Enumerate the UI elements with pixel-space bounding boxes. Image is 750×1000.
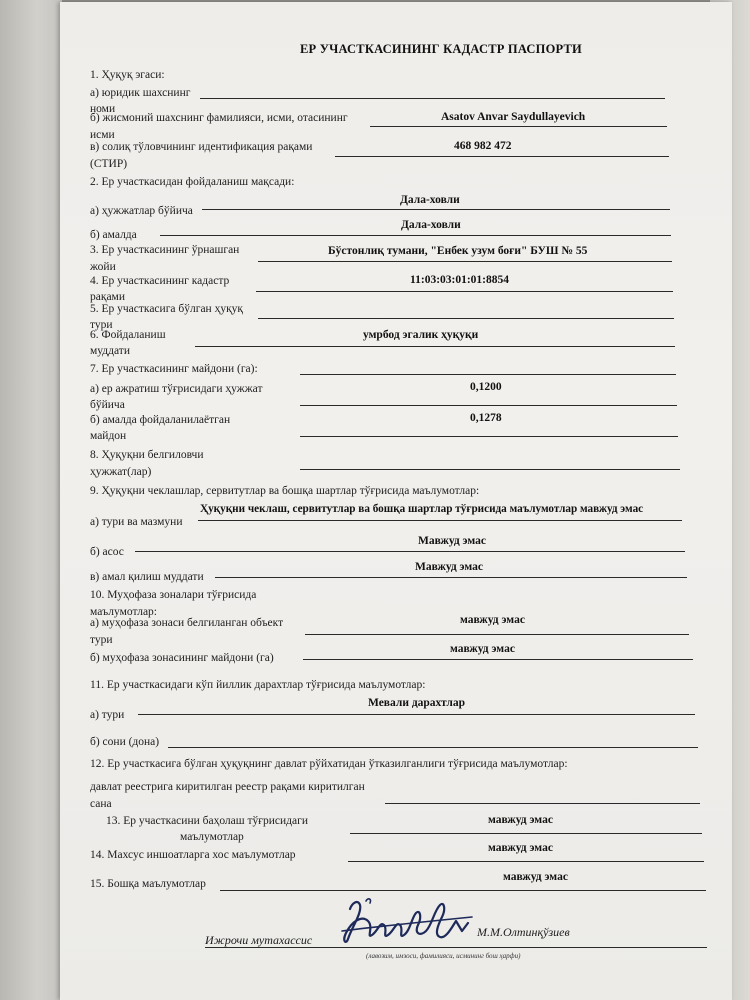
- section9-c-label: в) амал қилиш муддати: [90, 571, 204, 583]
- section5-label-2: тури: [90, 319, 113, 331]
- section10-b-line: [303, 659, 693, 660]
- section5-line: [258, 318, 674, 319]
- section7-a-label-1: а) ер ажратиш тўғрисидаги ҳужжат: [90, 383, 263, 395]
- section5-label-1: 5. Ер участкасига бўлган ҳуқуқ: [90, 303, 244, 315]
- section1-heading: 1. Ҳуқуқ эгаси:: [90, 69, 165, 81]
- section6-label-1: 6. Фойдаланиш: [90, 329, 166, 341]
- handwritten-signature: [322, 887, 482, 957]
- section10-heading-2: маълумотлар:: [90, 606, 157, 618]
- section13-line: [350, 833, 702, 834]
- other-info-value: мавжуд эмас: [503, 871, 568, 883]
- section12-line: [385, 803, 700, 804]
- section7-heading: 7. Ер участкасининг майдони (га):: [90, 363, 258, 375]
- section7-a-line: [300, 405, 677, 406]
- section12-heading: 12. Ер участкасига бўлган ҳуқуқнинг давлат рўйхатидан ўтказилганлиги тўғрисида маълумотлар:: [90, 758, 568, 770]
- cadastral-number-value: 11:03:03:01:01:8854: [410, 274, 510, 286]
- section4-label-2: рақами: [90, 291, 125, 303]
- section7-b-label-2: майдон: [90, 430, 127, 442]
- section1-b-label-2: исми: [90, 129, 115, 141]
- section3-label-2: жойи: [90, 261, 116, 273]
- restrictions-term-value: Мавжуд эмас: [415, 561, 484, 573]
- section11-a-label: а) тури: [90, 709, 125, 721]
- signer-name: М.М.Олтинқўзиев: [477, 925, 570, 939]
- section9-heading: 9. Ҳуқуқни чеклашлар, сервитутлар ва бошқа шартлар тўғрисида маълумотлар:: [90, 485, 480, 497]
- section6-line: [195, 346, 675, 347]
- section10-b-label: б) муҳофаза зонасининг майдони (га): [90, 652, 274, 664]
- section1-b-label-1: б) жисмоний шахснинг фамилияси, исми, отасининг: [90, 112, 348, 124]
- area-document-value: 0,1200: [470, 381, 502, 393]
- section10-a-label-2: тури: [90, 634, 113, 646]
- section1-a-label-2: номи: [90, 103, 116, 115]
- usage-term-value: умрбод эгалик ҳуқуқи: [363, 329, 479, 341]
- section1-c-label-1: в) солиқ тўловчининг идентификация рақами: [90, 141, 313, 153]
- section2-b-line: [160, 235, 671, 236]
- section2-b-label: б) амалда: [90, 229, 137, 241]
- section10-a-label-1: а) муҳофаза зонаси белгиланган объект: [90, 617, 284, 629]
- protection-area-value: мавжуд эмас: [450, 643, 515, 655]
- section1-b-line: [370, 126, 667, 127]
- section2-a-label: а) ҳужжатлар бўйича: [90, 205, 193, 217]
- section4-line: [256, 291, 673, 292]
- section9-c-line: [215, 577, 687, 578]
- section8-label-2: ҳужжат(лар): [90, 466, 152, 478]
- section12-label-2: сана: [90, 798, 112, 810]
- section3-line: [258, 261, 672, 262]
- document-title: ЕР УЧАСТКАСИНИНГ КАДАСТР ПАСПОРТИ: [300, 42, 582, 56]
- section11-a-line: [138, 714, 695, 715]
- owner-name-value: Asatov Anvar Saydullayevich: [441, 111, 586, 123]
- protection-object-value: мавжуд эмас: [460, 614, 525, 626]
- signature-caption: (лавозим, имзоси, фамилияси, исмининг бош ҳарфи): [366, 952, 521, 960]
- section8-label-1: 8. Ҳуқуқни белгиловчи: [90, 449, 204, 461]
- signature-label: Ижрочи мутахассис: [205, 933, 313, 947]
- section11-b-line: [168, 747, 698, 748]
- restrictions-basis-value: Мавжуд эмас: [418, 535, 487, 547]
- tin-value: 468 982 472: [454, 140, 512, 152]
- section8-line: [300, 469, 680, 470]
- section2-a-line: [202, 209, 670, 210]
- section1-a-line: [200, 98, 665, 99]
- trees-type-value: Мевали дарахтлар: [368, 697, 465, 709]
- purpose-actual-value: Дала-ховли: [401, 219, 461, 231]
- section1-a-label-1: а) юридик шахснинг: [90, 87, 191, 99]
- section2-heading: 2. Ер участкасидан фойдаланиш мақсади:: [90, 176, 295, 188]
- section1-c-label-2: (СТИР): [90, 158, 128, 170]
- section13-label-2: маълумотлар: [180, 831, 244, 843]
- passport-sheet: [60, 2, 732, 1000]
- section7-heading-line: [300, 374, 676, 375]
- section9-b-line: [135, 551, 685, 552]
- section10-heading-1: 10. Муҳофаза зоналари тўғрисида: [90, 589, 257, 601]
- restrictions-value: Ҳуқуқни чеклаш, сервитутлар ва бошқа шартлар тўғрисида маълумотлар мавжуд эмас: [200, 503, 644, 515]
- location-value: Бўстонлиқ тумани, "Енбек узум боғи" БУШ № 55: [328, 245, 588, 257]
- area-actual-value: 0,1278: [470, 412, 502, 424]
- section12-label-1: давлат реестрига киритилган реестр рақами киритилган: [90, 781, 365, 793]
- section14-label: 14. Махсус иншоатларга хос маълумотлар: [90, 849, 296, 861]
- section13-label-1: 13. Ер участкасини баҳолаш тўғрисидаги: [106, 815, 308, 827]
- section9-a-line: [198, 520, 682, 521]
- section4-label-1: 4. Ер участкасининг кадастр: [90, 275, 230, 287]
- section7-b-label-1: б) амалда фойдаланилаётган: [90, 414, 231, 426]
- section6-label-2: муддати: [90, 345, 130, 357]
- special-structures-value: мавжуд эмас: [488, 842, 553, 854]
- section10-a-line: [305, 634, 689, 635]
- section9-b-label: б) асос: [90, 546, 124, 558]
- section3-label-1: 3. Ер участкасининг ўрнашган: [90, 244, 240, 256]
- purpose-documents-value: Дала-ховли: [400, 194, 460, 206]
- section14-line: [348, 861, 704, 862]
- section15-label: 15. Бошқа маълумотлар: [90, 878, 206, 890]
- section11-b-label: б) сони (дона): [90, 736, 160, 748]
- section11-heading: 11. Ер участкасидаги кўп йиллик дарахтлар тўғрисида маълумотлар:: [90, 679, 426, 691]
- section7-a-label-2: бўйича: [90, 399, 125, 411]
- section7-b-line: [300, 436, 678, 437]
- background-left: [0, 0, 62, 1000]
- valuation-value: мавжуд эмас: [488, 814, 553, 826]
- section9-a-label: а) тури ва мазмуни: [90, 516, 183, 528]
- section1-c-line: [335, 156, 669, 157]
